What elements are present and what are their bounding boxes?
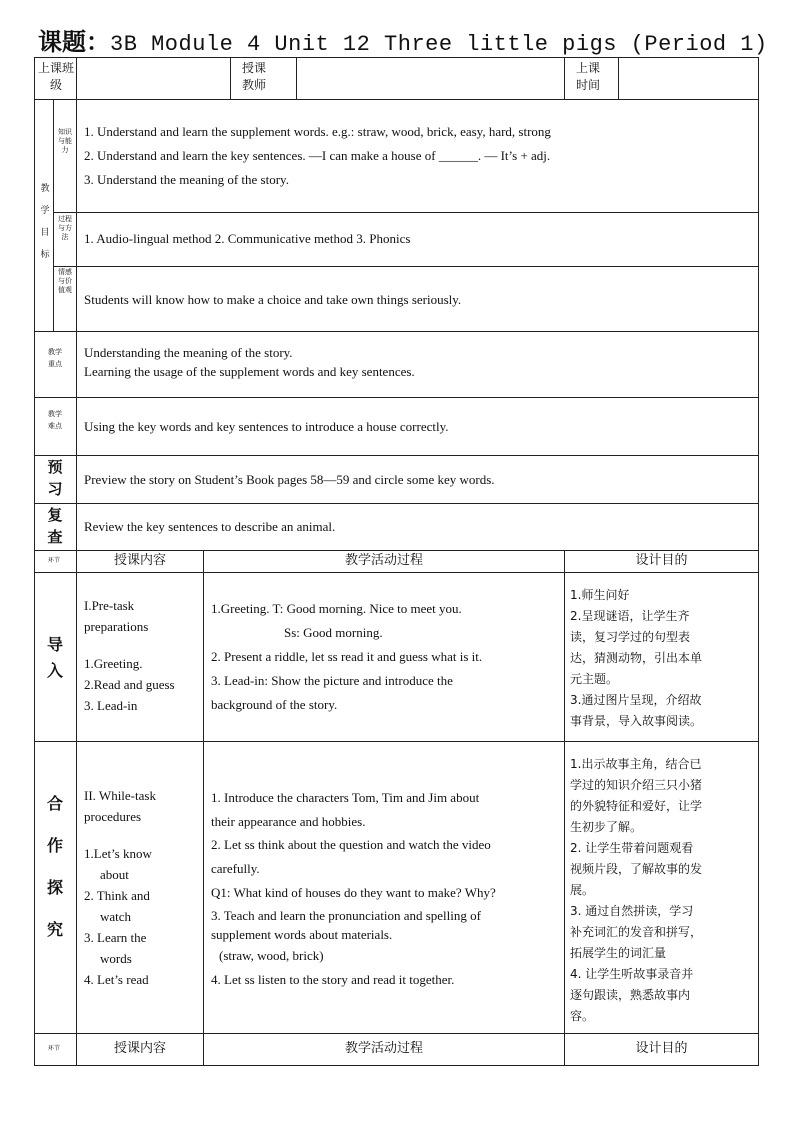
intro-purpose-4: 达，猜测动物，引出本单 bbox=[570, 651, 703, 665]
coop-process-9: 4. Let ss listen to the story and read it together. bbox=[211, 972, 455, 987]
col-content: 授课内容 bbox=[113, 553, 166, 568]
knowledge-line-1: 1. Understand and learn the supplement words. e.g.: straw, wood, brick, easy, hard, strong bbox=[84, 124, 551, 139]
teacher-label: 授课教师 bbox=[242, 61, 267, 92]
coop-label-2: 作 bbox=[46, 836, 63, 855]
knowledge-label: 知识与能力 bbox=[58, 128, 72, 154]
coop-process-7: supplement words about materials. bbox=[211, 927, 393, 942]
coop-process-3: 2. Let ss think about the question and watch the video bbox=[211, 837, 491, 852]
difficulties-line: Using the key words and key sentences to introduce a house correctly. bbox=[84, 419, 449, 434]
coop-purpose-4: 生初步了解。 bbox=[570, 820, 643, 834]
keypoints-label: 教学重点 bbox=[48, 348, 62, 368]
intro-process-4: 3. Lead-in: Show the picture and introduce the bbox=[211, 673, 453, 688]
time-value-cell bbox=[618, 57, 759, 100]
intro-purpose-3: 读，复习学过的句型表 bbox=[570, 630, 691, 644]
coop-purpose-8: 3. 通过自然拼读，学习 bbox=[570, 904, 694, 918]
col-purpose: 设计目的 bbox=[635, 553, 688, 568]
keypoints-line-2: Learning the usage of the supplement words and key sentences. bbox=[84, 364, 415, 379]
coop-content-5: 2. Think and bbox=[84, 888, 150, 903]
intro-purpose-6: 3.通过图片呈现，介绍故 bbox=[570, 693, 702, 707]
coop-content-1: II. While-task bbox=[84, 788, 156, 803]
intro-purpose-1: 1.师生问好 bbox=[570, 588, 630, 602]
objectives-label: 教学目标 bbox=[40, 184, 50, 260]
intro-content-2: preparations bbox=[84, 619, 149, 634]
review-line: Review the key sentences to describe an animal. bbox=[84, 519, 336, 534]
col-process: 教学活动过程 bbox=[344, 553, 423, 568]
method-label: 过程与方法 bbox=[58, 215, 72, 241]
coop-label-1: 合 bbox=[46, 794, 63, 813]
coop-process-5: Q1: What kind of houses do they want to make? Why? bbox=[211, 885, 496, 900]
footer-process: 教学活动过程 bbox=[344, 1041, 423, 1056]
intro-process-3: 2. Present a riddle, let ss read it and guess what is it. bbox=[211, 649, 483, 664]
preview-line: Preview the story on Student’s Book pages 58—59 and circle some key words. bbox=[84, 472, 495, 487]
coop-content-2: procedures bbox=[84, 809, 142, 824]
coop-content-9: 4. Let’s read bbox=[84, 972, 149, 987]
coop-purpose-3: 的外貌特征和爱好，让学 bbox=[570, 799, 703, 813]
footer-stage: 环节 bbox=[48, 1045, 61, 1052]
coop-purpose-11: 4. 让学生听故事录音并 bbox=[570, 967, 694, 981]
intro-content-3: 1.Greeting. bbox=[84, 656, 143, 671]
coop-content-4: about bbox=[100, 867, 129, 882]
coop-purpose-6: 视频片段，了解故事的发 bbox=[570, 862, 703, 876]
coop-process-1: 1. Introduce the characters Tom, Tim and Jim about bbox=[211, 790, 480, 805]
coop-process-6: 3. Teach and learn the pronunciation and spelling of bbox=[211, 908, 481, 923]
coop-purpose-13: 容。 bbox=[570, 1009, 595, 1023]
emotion-label: 情感与价值观 bbox=[58, 268, 72, 294]
footer-purpose: 设计目的 bbox=[635, 1041, 688, 1056]
review-label: 复查 bbox=[47, 506, 63, 546]
coop-label-4: 究 bbox=[46, 920, 63, 939]
teacher-value-cell bbox=[296, 57, 565, 100]
title-text: 3B Module 4 Unit 12 Three little pigs (Period 1) bbox=[110, 32, 768, 57]
intro-purpose-2: 2.呈现谜语，让学生齐 bbox=[570, 609, 690, 623]
knowledge-label-cell bbox=[53, 99, 77, 213]
coop-purpose-7: 展。 bbox=[570, 883, 595, 897]
emotion-line: Students will know how to make a choice and take own things seriously. bbox=[84, 292, 462, 307]
intro-purpose-5: 元主题。 bbox=[570, 672, 619, 686]
intro-content-1: I.Pre-task bbox=[84, 598, 135, 613]
knowledge-line-3: 3. Understand the meaning of the story. bbox=[84, 172, 289, 187]
coop-content-8: words bbox=[100, 951, 132, 966]
time-label: 上课时间 bbox=[576, 61, 601, 92]
intro-process-2: Ss: Good morning. bbox=[284, 625, 383, 640]
coop-purpose-10: 拓展学生的词汇量 bbox=[570, 946, 667, 960]
coop-purpose-12: 逐句跟读，熟悉故事内 bbox=[570, 988, 691, 1002]
coop-content-6: watch bbox=[100, 909, 132, 924]
intro-label: 导入 bbox=[46, 635, 63, 680]
class-label: 上课班级 bbox=[38, 61, 75, 92]
coop-content-3: 1.Let’s know bbox=[84, 846, 152, 861]
coop-purpose-9: 补充词汇的发音和拼写， bbox=[570, 925, 703, 939]
coop-label-3: 探 bbox=[46, 878, 63, 897]
coop-process-8: (straw, wood, brick) bbox=[219, 948, 324, 963]
coop-process-2: their appearance and hobbies. bbox=[211, 814, 366, 829]
difficulties-label: 教学难点 bbox=[48, 410, 62, 430]
intro-purpose-7: 事背景，导入故事阅读。 bbox=[570, 714, 703, 728]
coop-purpose-1: 1.出示故事主角，结合已 bbox=[570, 757, 702, 771]
keypoints-line-1: Understanding the meaning of the story. bbox=[84, 345, 293, 360]
coop-purpose-2: 学过的知识介绍三只小猪 bbox=[570, 778, 703, 792]
intro-process-5: background of the story. bbox=[211, 697, 338, 712]
coop-process-4: carefully. bbox=[211, 861, 260, 876]
title-prefix: 课题： bbox=[38, 28, 110, 56]
intro-process-1: 1.Greeting. T: Good morning. Nice to meet you. bbox=[211, 601, 462, 616]
preview-label: 预习 bbox=[47, 458, 63, 498]
col-stage: 环节 bbox=[48, 557, 61, 564]
coop-content-7: 3. Learn the bbox=[84, 930, 147, 945]
lesson-title bbox=[38, 22, 768, 57]
intro-content-5: 3. Lead-in bbox=[84, 698, 138, 713]
class-value-cell bbox=[76, 57, 231, 100]
knowledge-line-2: 2. Understand and learn the key sentences. —I can make a house of ______. — It’s + adj. bbox=[84, 148, 551, 163]
method-line: 1. Audio-lingual method 2. Communicative method 3. Phonics bbox=[84, 231, 411, 246]
footer-content: 授课内容 bbox=[113, 1041, 166, 1056]
intro-content-4: 2.Read and guess bbox=[84, 677, 175, 692]
coop-purpose-5: 2. 让学生带着问题观看 bbox=[570, 841, 694, 855]
